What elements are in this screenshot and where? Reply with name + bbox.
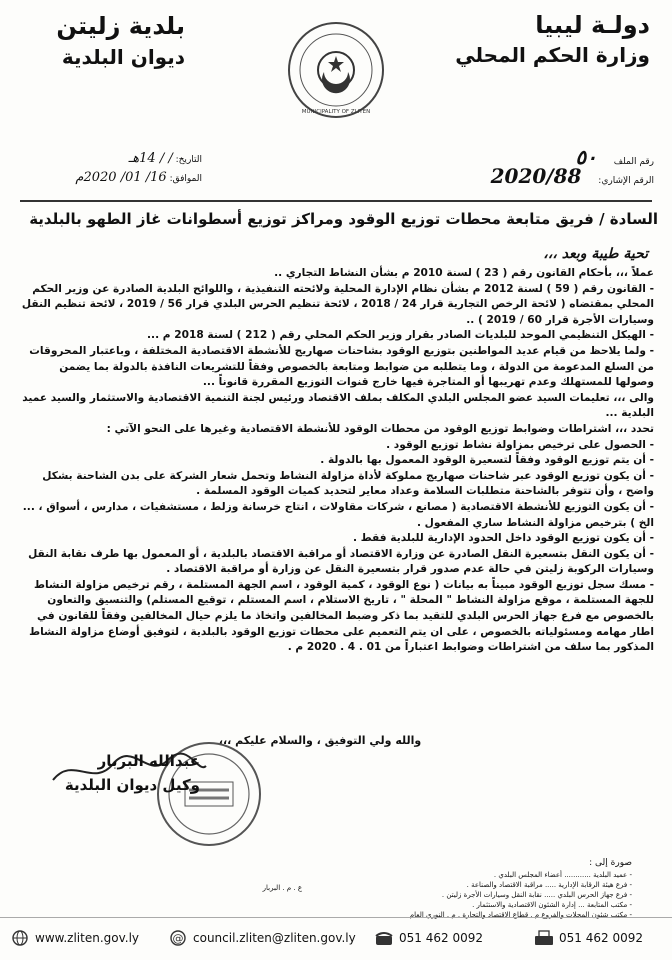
date-block xyxy=(22,150,202,188)
body-paragraph: - أن يكون النقل بتسعيرة النقل الصادرة عن وزارة الاقتصاد أو مراقبة الاقتصاد بالبلدية ، أو المعمول بها طرف نقابة النقل وسيارات الركوبة زليتن في حالة عدم صدور قرار بتسعيرة النقل عن وزارة أو مراقبة الاقتصاد . xyxy=(28,547,654,576)
copies-to-item: - مكتب شئون المحلات والفروع م . قطاع الاقتصاد والتجارة . م . النوري العام xyxy=(409,911,632,919)
closing-line: والله ولي التوفيق ، والسلام عليكم ،،، xyxy=(218,734,422,747)
at-icon xyxy=(168,930,188,946)
signatory-name: عبدالله البربار xyxy=(97,752,200,770)
body-paragraph: - الهيكل التنظيمي الموحد للبلديات الصادر بقرار وزير الحكم المحلي رقم ( 212 ) لسنة 2018 م ... xyxy=(147,329,654,342)
globe-icon xyxy=(10,930,30,946)
hijri-date-value: / / 14هـ xyxy=(128,151,173,166)
body-paragraph: - ولما يلاحظ من قيام عديد المواطنين بتوزيع الوقود بشاحنات صهاريج للأنشطة الاقتصادية المختلفة ، وباعتبار المحروقات من السلع المدعومة من الدولة ، وما يتطلبه من ضوابط ومتابعة بالخصوص وفقاً للتشريعات النافذة بالدولة بما يضمن وصولها للمستهلك وعدم تهريبها أو المتاجرة فيها خارج قنوات التوزيع المقررة قانوناً ... xyxy=(29,344,654,389)
index-number-label: الرقم الإشاري: xyxy=(598,176,654,186)
body-paragraph: تحدد ،،، اشتراطات وضوابط توزيع الوقود من محطات الوقود للأنشطة الاقتصادية وغيرها على النحو الآتي : xyxy=(106,422,654,435)
body-paragraph: - أن يكون توزيع الوقود داخل الحدود الإدارية للبلدية فقط . xyxy=(352,532,654,545)
file-number-value: ٥٠ xyxy=(575,145,597,169)
website-text: www.zliten.gov.ly xyxy=(35,931,140,945)
email-item xyxy=(168,930,356,946)
body-paragraph: - أن يكون توزيع الوقود عبر شاحنات صهاريج مملوكة لأداة مزاولة النشاط وتحمل شعار الشركة على بدن الشاحنة بشكل واضح ، وأن تتوفر بالشاحنة متطلبات السلامة وعداد معاير لتحديد كميات الوقود المسلمة . xyxy=(42,469,654,498)
website-item xyxy=(10,930,139,946)
phone-text: 051 462 0092 xyxy=(399,931,483,945)
file-number-label: رقم الملف xyxy=(613,157,654,167)
body-paragraph: - أن يكون التوزيع للأنشطة الاقتصادية ( مصانع ، شركات مقاولات ، انتاج خرسانة وزلط ، مستشفيات ، مدارس ، أسواق ، ... الخ ) بترخيص مزاولة النشاط ساري المفعول . xyxy=(22,500,654,529)
typist-reference: ع . م . البربار xyxy=(262,884,302,892)
state-name: دولـة ليبيا xyxy=(535,11,650,39)
header-divider xyxy=(20,200,652,202)
fax-text: 051 462 0092 xyxy=(559,931,643,945)
header-left xyxy=(10,10,185,72)
copies-to-item: - مكتب المتابعة ... إدارة الشئون الاقتصادية والاستثمار . xyxy=(472,901,632,909)
copies-to-block xyxy=(292,858,632,920)
body-paragraph: والى ،،، تعليمات السيد عضو المجلس البلدي المكلف بملف الاقتصاد ورئيس لجنة التنمية الاقتصادية والاستثمار والسيد عميد البلدية ... xyxy=(22,391,654,420)
body-paragraph: - الحصول على ترخيص بمزاولة نشاط توزيع الوقود . xyxy=(386,438,654,451)
header-right xyxy=(450,10,650,70)
phone-icon xyxy=(374,930,394,946)
copies-to-item: - عميد البلدية ............ أعضاء المجلس البلدي . xyxy=(493,871,632,879)
body-paragraph: - القانون رقم ( 59 ) لسنة 2012 م بشأن نظام الإدارة المحلية ولائحته التنفيذية ، واللوائح البلدية الصادرة عن وزير الحكم المحلي بمقتضاه ( لائحة الرخص التجارية قرار 24 / 2018 ، لائحة تنظيم الحرس البلدي قرار 56 / 2019 ، لائحة تنظيم النقل وسيارات الأجرة قرار 60 / 2019 ) .. xyxy=(21,282,654,326)
gregorian-date-value: 16/ 01/ 2020م xyxy=(75,170,167,185)
fax-item xyxy=(534,930,643,946)
email-text: council.zliten@zliten.gov.ly xyxy=(193,931,356,945)
municipality-seal-logo xyxy=(286,20,386,120)
body-paragraph: عملاً ،،، بأحكام القانون رقم ( 23 ) لسنة 2010 م بشأن النشاط التجاري .. xyxy=(274,267,654,279)
body-paragraph: - أن يتم توزيع الوقود وفقاً لتسعيرة الوقود المعمول بها بالدولة . xyxy=(320,454,654,467)
copies-to-item: - فرع هيئة الرقابة الإدارية ..... مراقبة الاقتصاد والصناعة . xyxy=(466,881,632,889)
greeting: تحية طيبة وبعد ،،، xyxy=(543,246,648,262)
copies-to-item: - فرع جهاز الحرس البلدي ..... نقابة النقل وسيارات الأجرة زليتن . xyxy=(441,891,632,899)
letter-body xyxy=(20,266,654,656)
copies-to-title: صورة إلى : xyxy=(589,858,632,868)
letter-subject: السادة / فريق متابعة محطات توزيع الوقود ومراكز توزيع أسطوانات غاز الطهو بالبلدية xyxy=(29,210,658,228)
index-number-value: 2020/88 xyxy=(490,164,582,188)
signatory-title: وكيل ديوان البلدية xyxy=(64,776,200,794)
fax-icon xyxy=(534,930,554,946)
reference-block xyxy=(474,145,654,188)
municipality-name: بلدية زليتن xyxy=(56,12,185,40)
office-name: ديوان البلدية xyxy=(61,45,185,69)
svg-text:@: @ xyxy=(172,932,184,945)
body-paragraph: - مسك سجل توزيع الوقود مبيناً به بيانات ( نوع الوقود ، كمية الوقود ، اسم الجهة المستلمة ، رقم ترخيص مزاولة النشاط للجهة المستلمة ، موقع مزاولة النشاط " المحلة " ، تاريخ الاستلام ، اسم المستلم ، توقيع المستلم) والتنسيق والتعاون بالخصوص مع فرع جهاز الحرس البلدي للتقيد بما ذكر وضبط المخالفين واتخاذ ما يلزم حيال المخالفين وفقاً للقانون في اطار مهامه ومسئولياته بالخصوص ، على ان يتم التعميم على محطات توزيع الوقود بالبلدية ، لتوفيق أوضاع مزاولة النشاط المذكور بما سلف من اشتراطات وضوابط اعتباراً من 01 . 4 . 2020 م . xyxy=(29,578,654,654)
phone-item xyxy=(374,930,483,946)
hijri-date-label: التاريخ: xyxy=(175,155,202,165)
letter-footer xyxy=(0,917,672,960)
seal-caption: MUNICIPALITY OF ZLITEN xyxy=(301,109,371,115)
gregorian-date-label: الموافق: xyxy=(169,174,202,184)
ministry-name: وزارة الحكم المحلي xyxy=(455,43,650,67)
